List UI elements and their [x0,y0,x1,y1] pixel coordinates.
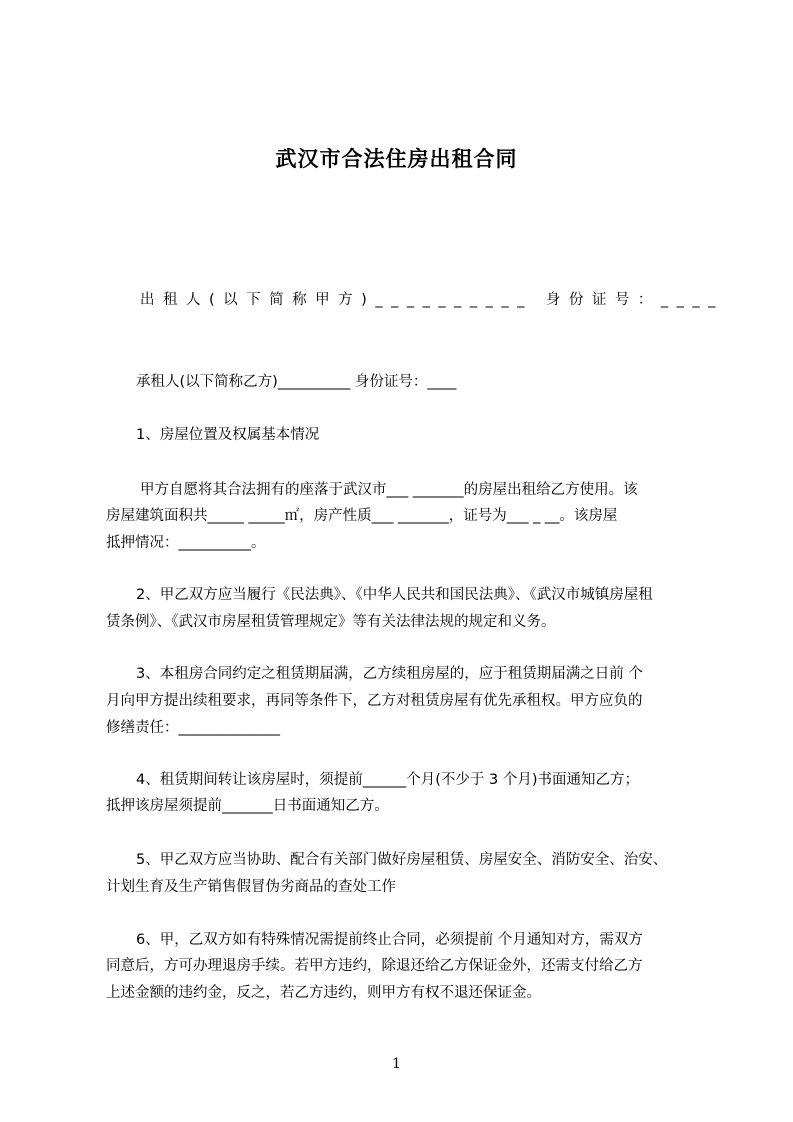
section-heading-1: 1、房屋位置及权属基本情况 [136,427,320,443]
paragraph-1-line-1: 甲方自愿将其合法拥有的座落于武汉市___ _______的房屋出租给乙方使用。该 [140,482,638,498]
document-title: 武汉市合法住房出租合同 [275,147,518,171]
paragraph-6-line-2: 同意后，方可办理退房手续。若甲方违约，除退还给乙方保证金外，还需支付给乙方 [106,958,643,974]
paragraph-2-line-1: 2、甲乙双方应当履行《民法典》、《中华人民共和国民法典》、《武汉市城镇房屋租 [136,587,653,603]
paragraph-5-line-2: 计划生育及生产销售假冒伪劣商品的查处工作 [106,879,396,895]
paragraph-3-line-2: 月向甲方提出续租要求，再同等条件下，乙方对租赁房屋有优先承租权。甲方应负的 [106,693,643,709]
lessee-line: 承租人(以下简称乙方)__________ 身份证号：____ [136,374,457,390]
paragraph-4-line-1: 4、租赁期间转让该房屋时，须提前______个月(不少于 3 个月)书面通知乙方； [136,772,639,788]
paragraph-5-line-1: 5、甲乙双方应当协助、配合有关部门做好房屋租赁、房屋安全、消防安全、治安、 [136,852,668,868]
paragraph-3-line-1: 3、本租房合同约定之租赁期届满，乙方续租房屋的，应于租赁期届满之日前 个 [136,666,643,682]
paragraph-2-line-2: 赁条例》、《武汉市房屋租赁管理规定》等有关法律法规的规定和义务。 [106,614,556,630]
paragraph-1-line-3: 抵押情况：__________。 [106,535,266,551]
paragraph-6-line-3: 上述金额的违约金，反之，若乙方违约，则甲方有权不退还保证金。 [106,985,541,1001]
paragraph-6-line-1: 6、甲，乙双方如有特殊情况需提前终止合同，必须提前 个月通知对方，需双方 [136,932,643,948]
page-number: 1 [392,1056,401,1072]
paragraph-4-line-2: 抵押该房屋须提前_______日书面通知乙方。 [106,798,389,814]
lessor-line: 出租人(以下简称甲方)__________ 身份证号：____ [140,292,724,308]
paragraph-1-line-2: 房屋建筑面积共_____ _____㎡，房产性质___ _______，证号为___ _ __。该房屋 [106,508,618,524]
paragraph-3-line-3: 修缮责任：______________ [106,720,280,736]
